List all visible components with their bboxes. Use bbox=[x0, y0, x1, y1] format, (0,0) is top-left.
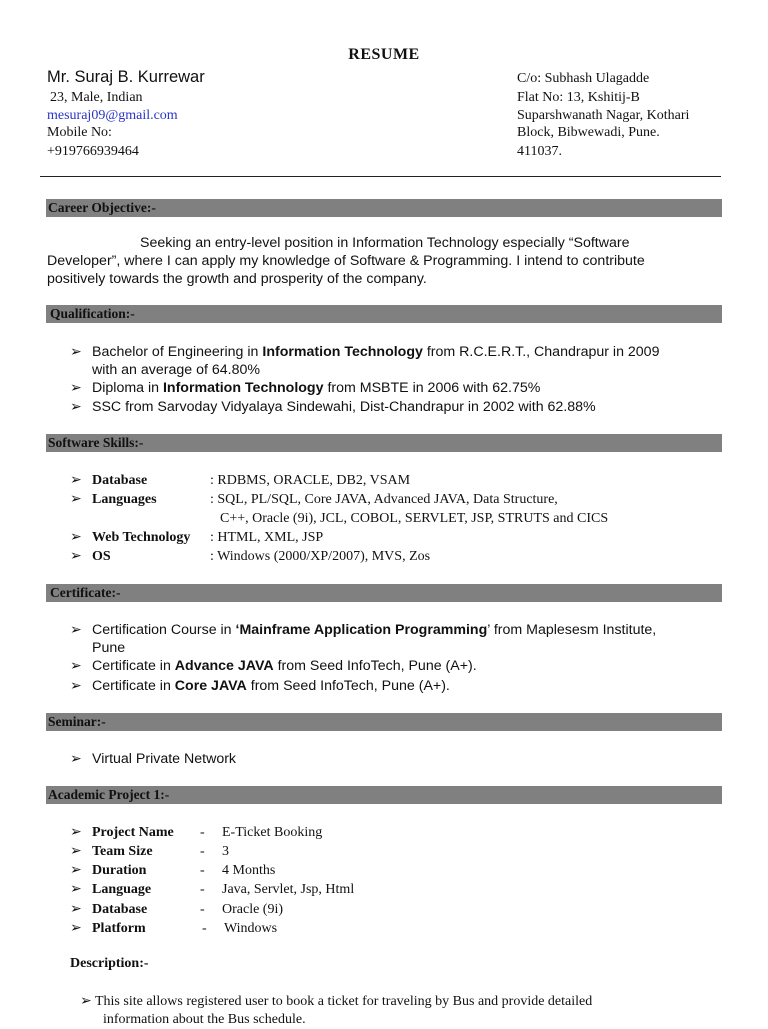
project-row bbox=[70, 919, 720, 938]
separator-dash: - bbox=[200, 902, 205, 917]
skill-row bbox=[70, 471, 720, 490]
separator-dash: - bbox=[200, 844, 205, 859]
list-item bbox=[70, 398, 720, 416]
objective-text bbox=[47, 234, 717, 288]
section-heading-seminar: Seminar:- bbox=[46, 713, 722, 731]
arrow-bullet-icon: ➢ bbox=[70, 882, 82, 897]
arrow-bullet-icon: ➢ bbox=[70, 530, 82, 545]
project-value: Oracle (9i) bbox=[222, 902, 284, 917]
certificate-text: ’ from Maplesesm Institute, bbox=[487, 622, 657, 638]
skill-value: : HTML, XML, JSP bbox=[210, 530, 324, 545]
skill-value: : RDBMS, ORACLE, DB2, VSAM bbox=[210, 473, 411, 488]
arrow-bullet-icon: ➢ bbox=[70, 751, 82, 767]
arrow-bullet-icon: ➢ bbox=[70, 863, 82, 878]
skill-row bbox=[70, 528, 720, 547]
separator-dash: - bbox=[202, 921, 207, 936]
address-line: Block, Bibwewadi, Pune. bbox=[517, 125, 660, 140]
section-heading-skills: Software Skills:- bbox=[46, 434, 722, 452]
arrow-bullet-icon: ➢ bbox=[70, 549, 82, 564]
project-row bbox=[70, 900, 720, 919]
arrow-bullet-icon: ➢ bbox=[70, 492, 82, 507]
certificate-text: Certificate in bbox=[92, 678, 175, 694]
project-row bbox=[70, 842, 720, 861]
list-item bbox=[70, 379, 720, 397]
address-line: C/o: Subhash Ulagadde bbox=[517, 71, 650, 86]
qualification-highlight: Information Technology bbox=[162, 380, 324, 396]
project-label: Team Size bbox=[92, 844, 153, 859]
project-value: Windows bbox=[224, 921, 278, 936]
project-value: E-Ticket Booking bbox=[222, 825, 323, 840]
project-label: Platform bbox=[92, 921, 146, 936]
separator-dash: - bbox=[200, 882, 205, 897]
mobile-label: Mobile No: bbox=[47, 125, 112, 140]
address-line: Suparshwanath Nagar, Kothari bbox=[517, 108, 690, 123]
document-title: RESUME bbox=[348, 46, 420, 63]
certificate-highlight: Core JAVA bbox=[174, 678, 247, 694]
certificate-text: Pune bbox=[92, 640, 126, 656]
certificate-text: from Seed InfoTech, Pune (A+). bbox=[246, 678, 450, 694]
arrow-bullet-icon: ➢ bbox=[70, 902, 82, 917]
seminar-topic: Virtual Private Network bbox=[92, 751, 237, 767]
list-item bbox=[70, 657, 720, 675]
skill-value: : SQL, PL/SQL, Core JAVA, Advanced JAVA, Data Structure, bbox=[210, 492, 558, 507]
certificate-highlight: ‘Mainframe Application Programming bbox=[235, 622, 488, 638]
project-label: Project Name bbox=[92, 825, 174, 840]
project-label: Language bbox=[92, 882, 152, 897]
arrow-bullet-icon: ➢ bbox=[70, 825, 82, 840]
project-value: 4 Months bbox=[222, 863, 276, 878]
section-heading-project: Academic Project 1:- bbox=[46, 786, 722, 804]
arrow-bullet-icon: ➢ bbox=[70, 844, 82, 859]
skill-value: : Windows (2000/XP/2007), MVS, Zos bbox=[210, 549, 431, 564]
qualification-text: SSC from Sarvoday Vidyalaya Sindewahi, Dist-Chandrapur in 2002 with 62.88% bbox=[92, 399, 596, 415]
qualification-highlight: Information Technology bbox=[262, 344, 423, 360]
arrow-bullet-icon: ➢ bbox=[70, 380, 82, 396]
list-item bbox=[70, 677, 720, 695]
project-label: Duration bbox=[92, 863, 147, 878]
qualification-text: from MSBTE in 2006 with 62.75% bbox=[323, 380, 541, 396]
arrow-bullet-icon: ➢ bbox=[70, 678, 82, 694]
skill-label: Web Technology bbox=[92, 530, 191, 545]
qualification-text: with an average of 64.80% bbox=[92, 362, 260, 378]
skill-row bbox=[70, 547, 720, 566]
skill-label: Languages bbox=[92, 492, 157, 507]
certificate-highlight: Advance JAVA bbox=[174, 658, 274, 674]
objective-line: positively towards the growth and prosperity of the company. bbox=[47, 271, 427, 287]
project-row bbox=[70, 861, 720, 880]
address-line: 411037. bbox=[517, 144, 562, 159]
description-line: information about the Bus schedule. bbox=[103, 1012, 306, 1027]
section-heading-qualification: Qualification:- bbox=[46, 305, 722, 323]
project-value: Java, Servlet, Jsp, Html bbox=[222, 882, 355, 897]
project-row bbox=[70, 823, 720, 842]
qualification-text: Bachelor of Engineering in bbox=[92, 344, 263, 360]
skill-label: Database bbox=[92, 473, 148, 488]
certificate-text: Certificate in bbox=[92, 658, 175, 674]
section-heading-objective: Career Objective:- bbox=[46, 199, 722, 217]
arrow-bullet-icon: ➢ bbox=[70, 622, 82, 638]
arrow-bullet-icon: ➢ bbox=[70, 399, 82, 415]
separator-dash: - bbox=[200, 863, 205, 878]
skill-value: C++, Oracle (9i), JCL, COBOL, SERVLET, JSP, STRUTS and CICS bbox=[220, 511, 609, 526]
arrow-bullet-icon: ➢ bbox=[70, 344, 82, 360]
description-line: This site allows registered user to book a ticket for traveling by Bus and provide detailed bbox=[94, 994, 593, 1009]
objective-line: Seeking an entry-level position in Information Technology especially “Software bbox=[140, 235, 630, 251]
qualification-text: Diploma in bbox=[92, 380, 163, 396]
list-item bbox=[70, 621, 720, 657]
mobile-number: +919766939464 bbox=[47, 144, 139, 159]
list-item bbox=[70, 343, 720, 379]
arrow-bullet-icon: ➢ bbox=[70, 658, 82, 674]
skill-label: OS bbox=[92, 549, 111, 564]
arrow-bullet-icon: ➢ bbox=[70, 921, 82, 936]
project-label: Database bbox=[92, 902, 148, 917]
email-link[interactable]: mesuraj09@gmail.com bbox=[47, 108, 178, 123]
arrow-bullet-icon: ➢ bbox=[70, 473, 82, 488]
project-row bbox=[70, 880, 720, 899]
qualification-text: from R.C.E.R.T., Chandrapur in 2009 bbox=[422, 344, 660, 360]
header-divider bbox=[40, 176, 721, 177]
certificate-text: Certification Course in bbox=[92, 622, 236, 638]
objective-line: Developer”, where I can apply my knowledge of Software & Programming. I intend to contribute bbox=[47, 253, 645, 269]
certificate-text: from Seed InfoTech, Pune (A+). bbox=[273, 658, 477, 674]
project-value: 3 bbox=[222, 844, 229, 859]
separator-dash: - bbox=[200, 825, 205, 840]
list-item bbox=[70, 750, 720, 768]
address-line: Flat No: 13, Kshitij-B bbox=[517, 90, 640, 105]
personal-details: 23, Male, Indian bbox=[50, 90, 143, 105]
section-heading-certificate: Certificate:- bbox=[46, 584, 722, 602]
description-heading: Description:- bbox=[70, 956, 149, 971]
skill-row bbox=[70, 490, 720, 528]
arrow-bullet-icon: ➢ bbox=[80, 994, 92, 1009]
candidate-name: Mr. Suraj B. Kurrewar bbox=[47, 68, 205, 86]
